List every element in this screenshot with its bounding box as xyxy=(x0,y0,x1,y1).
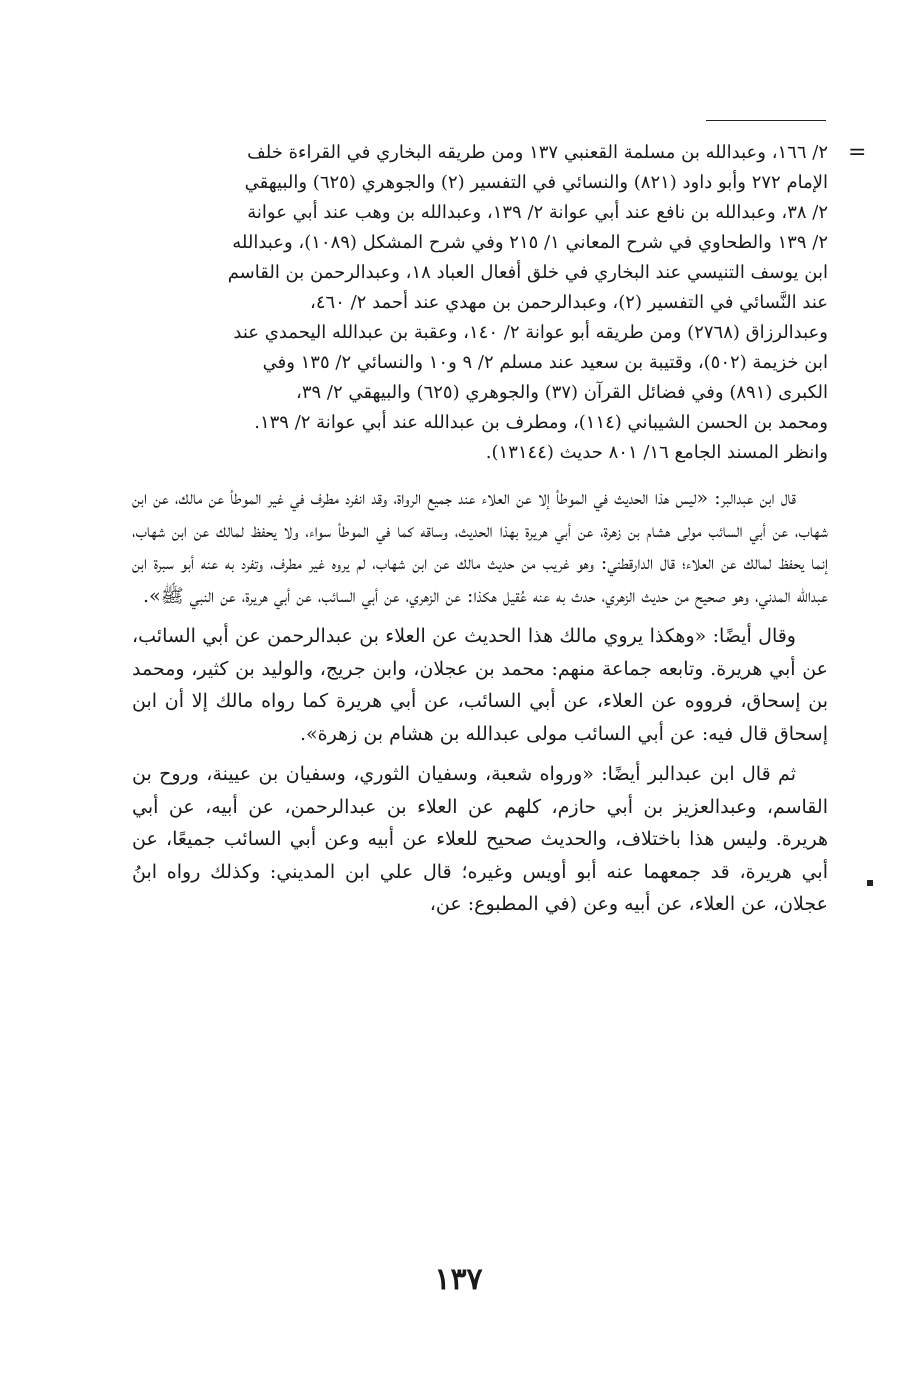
paragraph: وقال أيضًا: «وهكذا يروي مالك هذا الحديث عن العلاء بن عبدالرحمن عن أبي السائب، عن أبي هريرة. وتابعه جماعة منهم: محمد بن عجلان، وابن جريج، والوليد بن كثير، ومحمد بن إسحاق، فرووه عن العلاء، عن أبي السائب، عن أبي هريرة كما رواه مالك إلا أن ابن إسحاق قال فيه: عن أبي السائب مولى عبدالله بن هشام بن زهرة». xyxy=(132,625,828,745)
text-block xyxy=(132,138,828,929)
footnote-line: ٢/ ١٦٦، وعبدالله بن مسلمة القعنبي ١٣٧ ومن طريقه البخاري في القراءة خلف xyxy=(247,142,828,163)
paragraph: ثم قال ابن عبدالبر أيضًا: «ورواه شعبة، وسفيان الثوري، وسفيان بن عيينة، وروح بن القاسم، وعبدالعزيز بن أبي حازم، كلهم عن العلاء بن عبدالرحمن، عن أبيه، عن أبي هريرة. وليس هذا باختلاف، والحديث صحيح للعلاء عن أبيه وعن أبي السائب جميعًا، عن أبي هريرة، قد جمعهما عنه أبو أويس وغيره؛ قال علي ابن المديني: وكذلك رواه ابنُ عجلان، عن العلاء، عن أبيه وعن (في المطبوع: عن، xyxy=(132,763,828,915)
footnote-line: ابن يوسف التنيسي عند البخاري في خلق أفعال العباد ١٨، وعبدالرحمن بن القاسم xyxy=(227,262,828,283)
footnote-section xyxy=(132,138,828,468)
margin-dot xyxy=(867,880,873,886)
footnote-line: الإمام ٢٧٢ وأبو داود (٨٢١) والنسائي في التفسير (٢) والجوهري (٦٢٥) والبيهقي xyxy=(244,172,828,193)
page-number: ١٣٧ xyxy=(434,1262,483,1297)
footnote-line: الكبرى (٨٩١) وفي فضائل القرآن (٣٧) والجوهري (٦٢٥) والبيهقي ٢/ ٣٩، xyxy=(296,382,828,403)
footnote-top-rule xyxy=(706,120,826,121)
footnote-line: ومحمد بن الحسن الشيباني (١١٤)، ومطرف بن عبدالله عند أبي عوانة ٢/ ١٣٩. xyxy=(254,412,828,433)
footnote-continuation-mark: = xyxy=(848,140,867,165)
footnote-line: عند النَّسائي في التفسير (٢)، وعبدالرحمن بن مهدي عند أحمد ٢/ ٤٦٠، xyxy=(310,292,828,313)
footnote-line: وعبدالرزاق (٢٧٦٨) ومن طريقه أبو عوانة ٢/ ١٤٠، وعقبة بن عبدالله اليحمدي عند xyxy=(233,322,828,343)
body-text xyxy=(132,482,828,921)
footnote-line: وانظر المسند الجامع ١٦/ ٨٠١ حديث (١٣١٤٤). xyxy=(485,442,828,463)
footnote-line: ابن خزيمة (٥٠٢)، وقتيبة بن سعيد عند مسلم ٢/ ٩ و١٠ والنسائي ٢/ ١٣٥ وفي xyxy=(262,352,828,373)
footnote-line: ٢/ ٣٨، وعبدالله بن نافع عند أبي عوانة ٢/ ١٣٩، وعبدالله بن وهب عند أبي عوانة xyxy=(247,202,828,223)
paragraph: قال ابن عبدالبر: «ليس هذا الحديث في الموطأ إلا عن العلاء عند جميع الرواة، وقد انفرد مطرف في غير الموطأ عن مالك، عن ابن شهاب، عن أبي السائب مولى هشام بن زهرة، عن أبي هريرة بهذا الحديث، وساقه كما في الموطأ سواء، ولا يحفظ لمالك عن ابن شهاب، إنما يحفظ لمالك عن العلاء؛ قال الدارقطني: وهو غريب من حديث مالك عن ابن شهاب، لم يروه غير مطرف، وتفرد به عنه أبو سبرة ابن عبدالله المدني، وهو صحيح من حديث الزهري، حدث به عنه عُقيل هكذا: عن الزهري، عن أبي السائب، عن أبي هريرة، عن النبي ﷺ». xyxy=(132,487,828,607)
footnote-line: ٢/ ١٣٩ والطحاوي في شرح المعاني ١/ ٢١٥ وفي شرح المشكل (١٠٨٩)، وعبدالله xyxy=(232,232,828,253)
